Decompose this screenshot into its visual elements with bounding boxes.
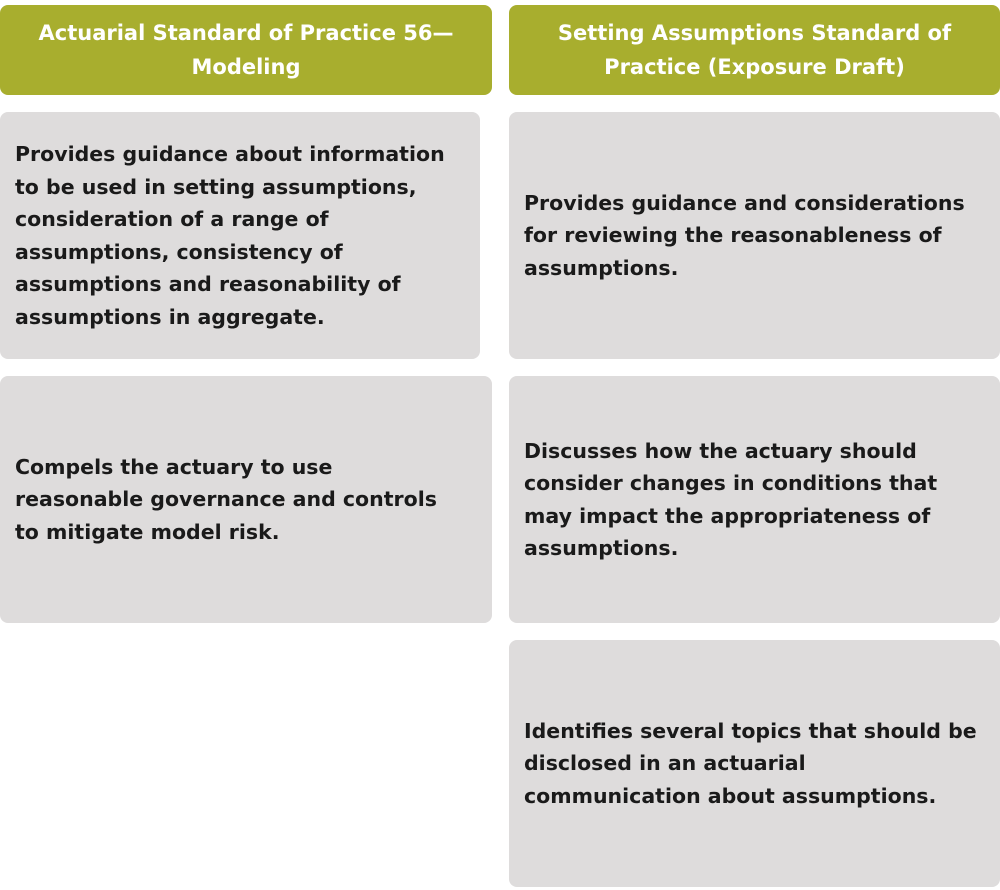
setting-assumptions-item-box [509,376,1000,623]
asop-56-item-box [0,376,492,623]
setting-assumptions-header-title: Setting Assumptions Standard of Practice (Exposure Draft) [557,21,952,79]
asop-56-item-text: Compels the actuary to use reasonable governance and controls to mitigate model risk. [15,454,437,544]
setting-assumptions-item-box [509,112,1000,359]
asop-56-header [0,5,492,95]
asop-56-item-text: Provides guidance about information to be used in setting assumptions, consideration of a range of assumptions, consistency of assumptions and reasonability of assumptions in aggregate. [15,142,445,329]
setting-assumptions-item-text: Identifies several topics that should be disclosed in an actuarial communication about assumptions. [524,718,977,808]
asop-56-header-title: Actuarial Standard of Practice 56— Modeling [38,21,454,79]
setting-assumptions-item-text: Provides guidance and considerations for reviewing the reasonableness of assumptions. [524,190,965,280]
setting-assumptions-header [509,5,1000,95]
asop-56-item-box [0,112,480,359]
setting-assumptions-item-box [509,640,1000,887]
setting-assumptions-item-text: Discusses how the actuary should consider changes in conditions that may impact the appropriateness of assumptions. [524,438,938,560]
